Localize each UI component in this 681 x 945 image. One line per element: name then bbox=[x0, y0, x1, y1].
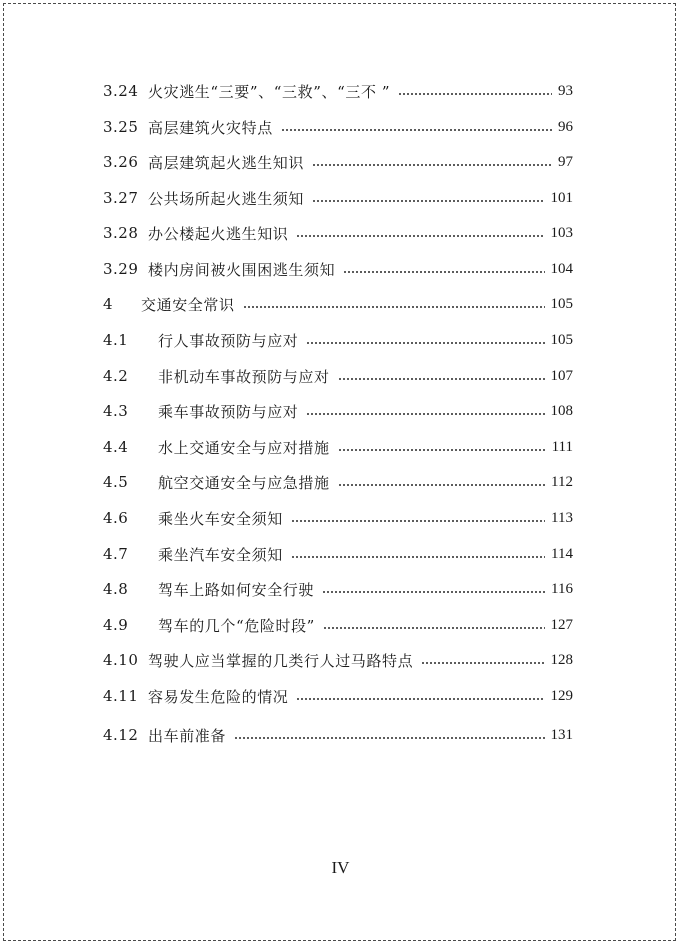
page-number-footer: IV bbox=[331, 858, 350, 877]
toc-number: 3.25 bbox=[103, 118, 139, 136]
toc-leader bbox=[281, 129, 552, 131]
toc-entry bbox=[103, 364, 573, 388]
toc-leader bbox=[322, 591, 545, 593]
toc-entry bbox=[103, 435, 573, 459]
toc-page: 129 bbox=[550, 687, 573, 704]
toc-title: 驾驶人应当掌握的几类行人过马路特点 bbox=[148, 651, 414, 670]
toc-page: 101 bbox=[550, 189, 573, 206]
toc-entry bbox=[103, 257, 573, 281]
toc-page: 112 bbox=[551, 473, 573, 490]
toc-leader bbox=[234, 737, 544, 739]
toc-title: 航空交通安全与应急措施 bbox=[158, 473, 330, 492]
toc-leader bbox=[338, 449, 546, 451]
toc-number: 4.4 bbox=[103, 438, 129, 456]
toc-title: 高层建筑火灾特点 bbox=[148, 118, 273, 137]
toc-number: 4.11 bbox=[103, 687, 139, 705]
toc-number: 4.2 bbox=[103, 367, 129, 385]
toc-leader bbox=[343, 271, 544, 273]
toc-leader bbox=[306, 413, 544, 415]
toc-number: 4.3 bbox=[103, 402, 129, 420]
toc-page: 116 bbox=[551, 580, 573, 597]
toc-title: 交通安全常识 bbox=[141, 295, 235, 314]
toc-title: 非机动车事故预防与应对 bbox=[158, 367, 330, 386]
toc-entry bbox=[103, 150, 573, 174]
toc-number: 3.29 bbox=[103, 260, 139, 278]
toc-entry bbox=[103, 79, 573, 103]
toc-leader bbox=[291, 556, 545, 558]
toc-title: 高层建筑起火逃生知识 bbox=[148, 153, 305, 172]
toc-number: 3.26 bbox=[103, 153, 139, 171]
toc-number: 3.28 bbox=[103, 224, 139, 242]
toc-title: 行人事故预防与应对 bbox=[158, 331, 299, 350]
toc-title: 出车前准备 bbox=[148, 726, 227, 745]
toc-entry bbox=[103, 115, 573, 139]
toc-title: 乘车事故预防与应对 bbox=[158, 402, 299, 421]
toc-number: 4.1 bbox=[103, 331, 129, 349]
toc-entry bbox=[103, 186, 573, 210]
toc-page: 93 bbox=[558, 82, 573, 99]
toc-number: 4.7 bbox=[103, 545, 129, 563]
toc-title: 容易发生危险的情况 bbox=[148, 687, 289, 706]
toc-number: 4.5 bbox=[103, 473, 129, 491]
toc-page: 108 bbox=[550, 402, 573, 419]
toc-title: 水上交通安全与应对措施 bbox=[158, 438, 330, 457]
toc-entry bbox=[103, 577, 573, 601]
toc-number: 4.9 bbox=[103, 616, 129, 634]
toc-leader bbox=[398, 93, 552, 95]
toc-entry bbox=[103, 542, 573, 566]
toc-page: 107 bbox=[550, 367, 573, 384]
toc-entry bbox=[103, 470, 573, 494]
toc-title: 办公楼起火逃生知识 bbox=[148, 224, 289, 243]
toc-number: 3.24 bbox=[103, 82, 139, 100]
toc-leader bbox=[312, 200, 544, 202]
toc-entry bbox=[103, 723, 573, 747]
toc-entry bbox=[103, 399, 573, 423]
toc-title: 火灾逃生“三要”、“三救”、“三不 ” bbox=[148, 82, 391, 101]
toc-entry bbox=[103, 221, 573, 245]
toc-number: 4.6 bbox=[103, 509, 129, 527]
toc-page: 131 bbox=[550, 726, 573, 743]
toc-leader bbox=[296, 235, 544, 237]
toc-number: 4.8 bbox=[103, 580, 129, 598]
toc-page: 105 bbox=[550, 331, 573, 348]
toc-page: 113 bbox=[551, 509, 573, 526]
toc-leader bbox=[296, 698, 544, 700]
toc-entry bbox=[103, 328, 573, 352]
toc-leader bbox=[323, 627, 545, 629]
toc-leader bbox=[243, 306, 545, 308]
toc-title: 乘坐汽车安全须知 bbox=[158, 545, 283, 564]
toc-number: 4 bbox=[103, 295, 114, 313]
toc-page: 105 bbox=[550, 295, 573, 312]
toc-page: 104 bbox=[550, 260, 573, 277]
toc-title: 驾车上路如何安全行驶 bbox=[158, 580, 315, 599]
toc-page: 128 bbox=[550, 651, 573, 668]
toc-title: 驾车的几个“危险时段” bbox=[158, 616, 315, 635]
toc-page: 96 bbox=[558, 118, 573, 135]
toc-number: 4.12 bbox=[103, 726, 139, 744]
toc-entry bbox=[103, 648, 573, 672]
toc-title: 楼内房间被火围困逃生须知 bbox=[148, 260, 336, 279]
toc-leader bbox=[291, 520, 545, 522]
toc-page: 127 bbox=[550, 616, 573, 633]
toc-title: 公共场所起火逃生须知 bbox=[148, 189, 305, 208]
toc-entry bbox=[103, 506, 573, 530]
toc-entry bbox=[103, 684, 573, 708]
toc-leader bbox=[312, 164, 552, 166]
toc-leader bbox=[338, 484, 545, 486]
toc-leader bbox=[306, 342, 544, 344]
toc-title: 乘坐火车安全须知 bbox=[158, 509, 283, 528]
toc-leader bbox=[338, 378, 545, 380]
toc-entry bbox=[103, 613, 573, 637]
toc-page: 97 bbox=[558, 153, 573, 170]
toc-number: 3.27 bbox=[103, 189, 139, 207]
toc-entry bbox=[103, 292, 573, 316]
toc-page: 111 bbox=[551, 438, 573, 455]
toc-leader bbox=[421, 662, 544, 664]
toc-page: 114 bbox=[551, 545, 573, 562]
toc-number: 4.10 bbox=[103, 651, 139, 669]
toc-page: 103 bbox=[550, 224, 573, 241]
